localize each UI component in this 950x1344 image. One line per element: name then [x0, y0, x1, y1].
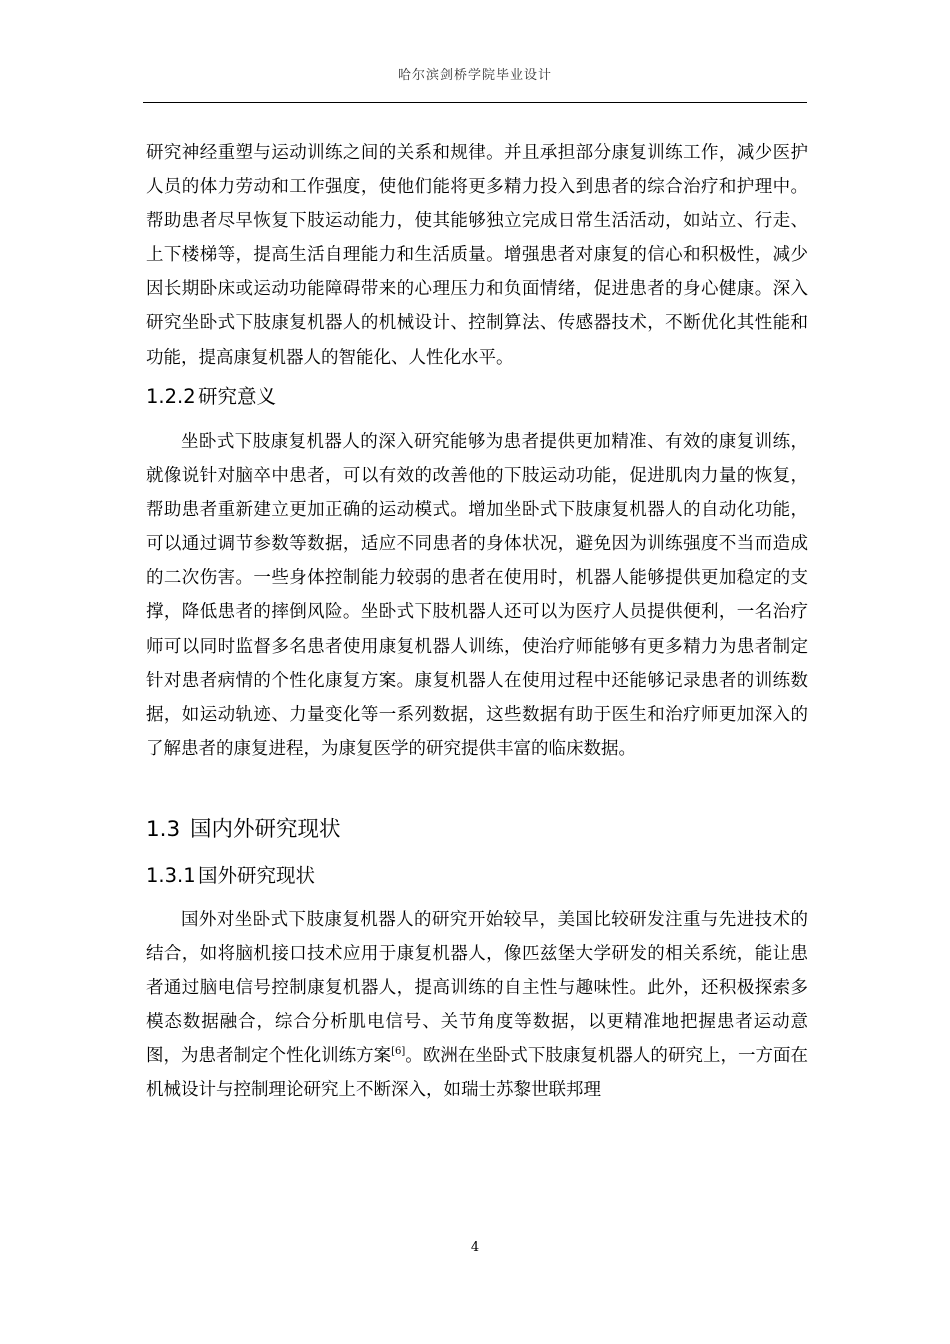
- section-heading-1-2-2: [146, 381, 276, 409]
- body-paragraph-2: 坐卧式下肢康复机器人的深入研究能够为患者提供更加精准、有效的康复训练，就像说针对脑卒中患者，可以有效的改善他的下肢运动功能，促进肌肉力量的恢复，帮助患者重新建立更加正确的运动模式。增加坐卧式下肢康复机器人的自动化功能，可以通过调节参数等数据，适应不同患者的身体状况，避免因为训练强度不当而造成的二次伤害。一些身体控制能力较弱的患者在使用时，机器人能够提供更加稳定的支撑，降低患者的摔倒风险。坐卧式下肢机器人还可以为医疗人员提供便利，一名治疗师可以同时监督多名患者使用康复机器人训练，使治疗师能够有更多精力为患者制定针对患者病情的个性化康复方案。康复机器人在使用过程中还能够记录患者的训练数据，如运动轨迹、力量变化等一系列数据，这些数据有助于医生和治疗师更加深入的了解患者的康复进程，为康复医学的研究提供丰富的临床数据。: [146, 432, 808, 759]
- section-title: 研究意义: [198, 385, 277, 408]
- body-paragraph-1: 研究神经重塑与运动训练之间的关系和规律。并且承担部分康复训练工作，减少医护人员的体力劳动和工作强度，使他们能将更多精力投入到患者的综合治疗和护理中。帮助患者尽早恢复下肢运动能力，使其能够独立完成日常生活活动，如站立、行走、上下楼梯等，提高生活自理能力和生活质量。增强患者对康复的信心和积极性，减少因长期卧床或运动功能障碍带来的心理压力和负面情绪，促进患者的身心健康。深入研究坐卧式下肢康复机器人的机械设计、控制算法、传感器技术，不断优化其性能和功能，提高康复机器人的智能化、人性化水平。: [146, 143, 808, 368]
- header-divider: [143, 102, 807, 103]
- section-heading-1-3: [146, 812, 341, 843]
- page-number: 4: [470, 1240, 480, 1255]
- paragraph-text: 国外对坐卧式下肢康复机器人的研究开始较早，美国比较研发注重与先进技术的结合，如将脑机接口技术应用于康复机器人，像匹兹堡大学研发的相关系统，能让患者通过脑电信号控制康复机器人，提高训练的自主性与趣味性。此外，还积极探索多模态数据融合，综合分析肌电信号、关节角度等数据，以更精准地把握患者运动意图，为患者制定个性化训练方案: [146, 910, 808, 1067]
- section-number: 1.3: [146, 817, 181, 842]
- section-number: 1.2.2: [146, 385, 196, 408]
- body-paragraph-3: [146, 903, 808, 1108]
- citation-reference[interactable]: [6]: [391, 1046, 406, 1058]
- paragraph-text: 。欧洲在坐卧式下肢康复机器人的研究上，一方面在机械设计与控制理论研究上不断深入，如瑞士苏黎世联邦理: [146, 1046, 808, 1101]
- section-heading-1-3-1: [146, 860, 315, 888]
- section-number: 1.3.1: [146, 864, 196, 887]
- section-title: 国外研究现状: [198, 864, 316, 887]
- section-title: 国内外研究现状: [190, 817, 341, 842]
- running-header: 哈尔滨剑桥学院毕业设计: [397, 68, 552, 83]
